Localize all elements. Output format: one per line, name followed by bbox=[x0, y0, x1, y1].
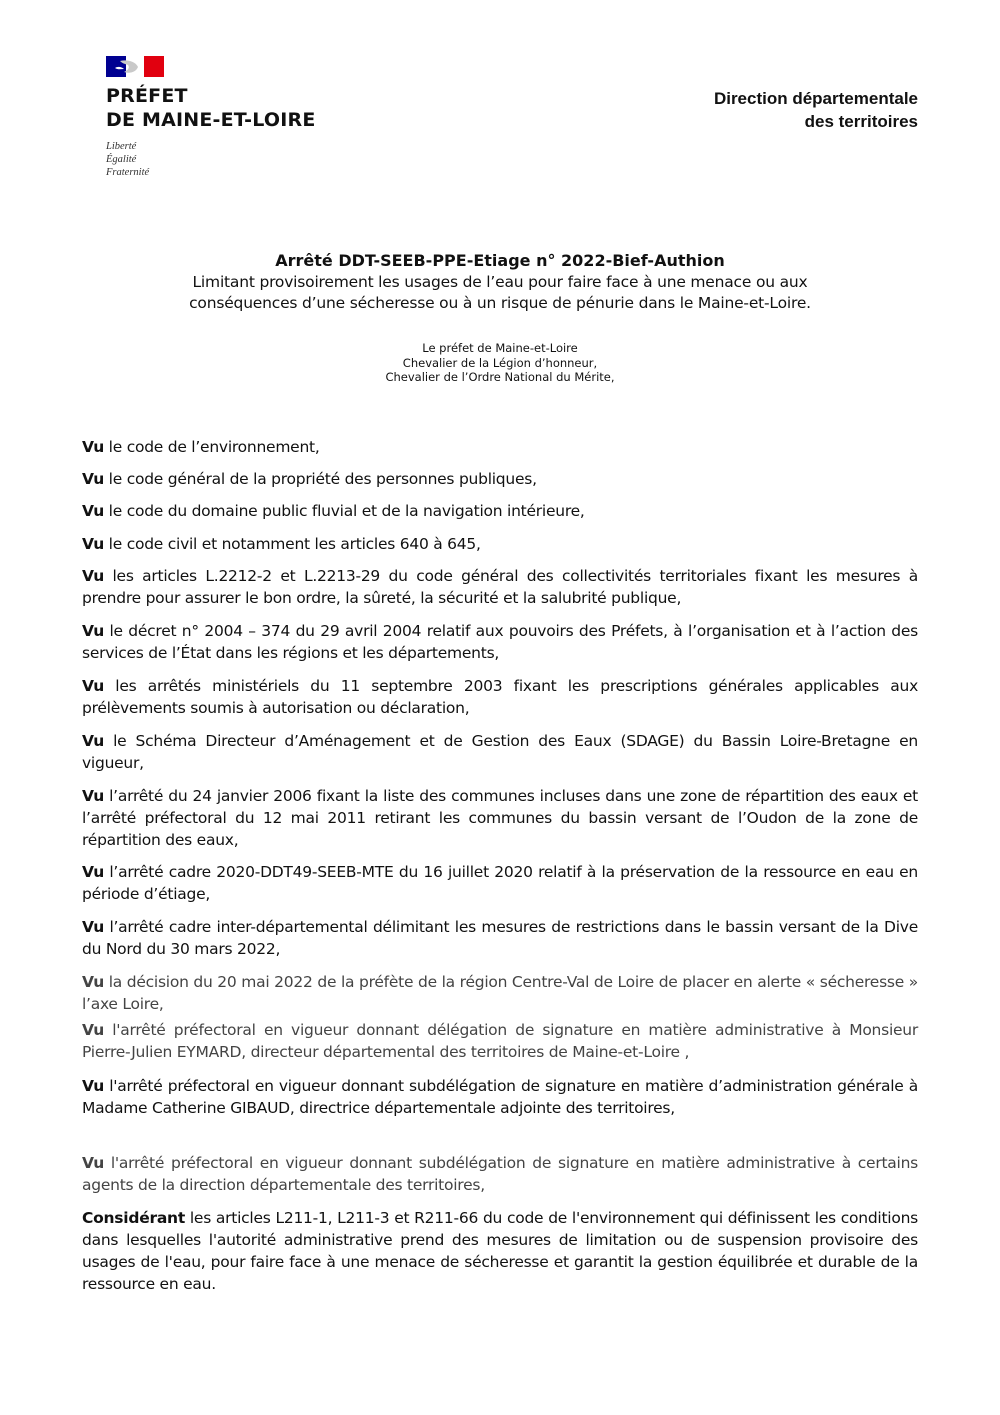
visa-text: l'arrêté préfectoral en vigueur donnant délégation de signature en matière administrative à Monsieur Pierre-Julien EYMARD, directeur départemental des territoires de Maine-et-Loire , bbox=[82, 1021, 918, 1061]
visa-keyword: Vu bbox=[82, 535, 104, 553]
authority-block bbox=[82, 341, 918, 385]
visa-keyword: Vu bbox=[82, 1154, 104, 1172]
visa-text: le code du domaine public fluvial et de la navigation intérieure, bbox=[108, 502, 585, 520]
visa-paragraph bbox=[82, 916, 918, 960]
visa-paragraph bbox=[82, 1075, 918, 1119]
visa-keyword: Vu bbox=[82, 438, 104, 456]
prefet-title bbox=[106, 84, 366, 132]
visa-paragraph bbox=[82, 1019, 918, 1063]
visa-text: le code général de la propriété des personnes publiques, bbox=[108, 470, 537, 488]
visa-keyword: Vu bbox=[82, 622, 104, 640]
considerant-paragraph bbox=[82, 1207, 918, 1295]
visa-keyword: Vu bbox=[82, 502, 104, 520]
visa-text: le code de l’environnement, bbox=[108, 438, 320, 456]
prefet-line-1: PRÉFET bbox=[106, 85, 188, 107]
visa-paragraph bbox=[82, 861, 918, 905]
marianne-flag-icon bbox=[106, 56, 164, 77]
prefet-line-2: DE MAINE-ET-LOIRE bbox=[106, 109, 316, 131]
devise-egalite: Égalité bbox=[106, 154, 137, 165]
visa-keyword: Vu bbox=[82, 677, 104, 695]
visa-text: les arrêtés ministériels du 11 septembre 2003 fixant les prescriptions générales applicables aux prélèvements soumis à autorisation ou déclaration, bbox=[82, 677, 919, 717]
visa-keyword: Vu bbox=[82, 470, 104, 488]
visa-paragraph bbox=[82, 785, 918, 851]
visa-paragraph bbox=[82, 971, 918, 1015]
visa-paragraph bbox=[82, 565, 918, 609]
visa-paragraph bbox=[82, 1152, 918, 1196]
visa-paragraph bbox=[82, 533, 918, 555]
arrete-subtitle-line-1: Limitant provisoirement les usages de l’eau pour faire face à une menace ou aux bbox=[192, 273, 808, 291]
authority-line-1: Le préfet de Maine-et-Loire bbox=[422, 341, 578, 355]
visa-keyword: Vu bbox=[82, 1021, 104, 1039]
arrete-title: Arrêté DDT-SEEB-PPE-Etiage n° 2022-Bief-Authion bbox=[275, 251, 725, 270]
visa-text: le code civil et notamment les articles 640 à 645, bbox=[108, 535, 481, 553]
visa-keyword: Vu bbox=[82, 567, 104, 585]
arrete-title-block bbox=[82, 250, 918, 314]
prefecture-logo-block bbox=[106, 56, 366, 179]
visa-text: la décision du 20 mai 2022 de la préfète de la région Centre-Val de Loire de placer en alerte « sécheresse » l’axe Loire, bbox=[82, 973, 918, 1013]
authority-line-3: Chevalier de l’Ordre National du Mérite, bbox=[385, 370, 615, 384]
authority-line-2: Chevalier de la Légion d’honneur, bbox=[402, 355, 598, 370]
visa-text: le décret n° 2004 – 374 du 29 avril 2004 relatif aux pouvoirs des Préfets, à l’organisation et à l’action des services de l’État dans les régions et les départements, bbox=[82, 622, 918, 662]
visa-paragraph bbox=[82, 436, 918, 458]
devise-fraternite: Fraternité bbox=[106, 167, 150, 178]
visa-text: l’arrêté cadre 2020-DDT49-SEEB-MTE du 16 juillet 2020 relatif à la préservation de la ressource en eau en période d’étiage, bbox=[82, 863, 918, 903]
visa-text: l’arrêté cadre inter-départemental délimitant les mesures de restrictions dans le bassin versant de la Dive du Nord du 30 mars 2022, bbox=[82, 918, 918, 958]
visa-keyword: Vu bbox=[82, 1077, 104, 1095]
visa-text: l'arrêté préfectoral en vigueur donnant subdélégation de signature en matière d’administration générale à Madame Catherine GIBAUD, directrice départementale adjointe des territoires, bbox=[82, 1077, 918, 1117]
visa-text: le Schéma Directeur d’Aménagement et de Gestion des Eaux (SDAGE) du Bassin Loire-Bretagne en vigueur, bbox=[82, 732, 918, 772]
visa-keyword: Vu bbox=[82, 918, 104, 936]
arrete-subtitle-line-2: conséquences d’une sécheresse ou à un risque de pénurie dans le Maine-et-Loire. bbox=[189, 294, 811, 312]
service-line-1: Direction départementale bbox=[713, 89, 918, 108]
visa-keyword: Vu bbox=[82, 863, 104, 881]
visa-paragraph bbox=[82, 730, 918, 774]
visa-paragraph bbox=[82, 468, 918, 490]
visa-keyword: Vu bbox=[82, 732, 104, 750]
devise bbox=[106, 140, 366, 179]
visa-text: les articles L.2212-2 et L.2213-29 du code général des collectivités territoriales fixant les mesures à prendre pour assurer le bon ordre, la sûreté, la sécurité et la salubrité publique, bbox=[82, 567, 918, 607]
service-line-2: des territoires bbox=[804, 112, 918, 131]
visa-keyword: Vu bbox=[82, 787, 104, 805]
visa-keyword: Vu bbox=[82, 973, 104, 991]
visa-paragraph bbox=[82, 620, 918, 664]
service-name bbox=[714, 87, 918, 133]
visa-paragraph bbox=[82, 675, 918, 719]
devise-liberte: Liberté bbox=[106, 141, 137, 152]
visa-text: l’arrêté du 24 janvier 2006 fixant la liste des communes incluses dans une zone de répartition des eaux et l’arrêté préfectoral du 12 mai 2011 retirant les communes du bassin versant de l’Oudon de la zone de répartition des eaux, bbox=[82, 787, 919, 849]
visa-text: l'arrêté préfectoral en vigueur donnant subdélégation de signature en matière administrative à certains agents de la direction départementale des territoires, bbox=[82, 1154, 918, 1194]
visa-paragraph bbox=[82, 500, 918, 522]
considerant-keyword: Considérant bbox=[82, 1209, 186, 1227]
considerant-text: les articles L211-1, L211-3 et R211-66 du code de l'environnement qui définissent les conditions dans lesquelles l'autorité administrative prend des mesures de limitation ou de suspension provisoire des usages de l'eau, pour faire face à une menace de sécheresse et garantit la gestion équilibrée et durable de la ressource en eau. bbox=[82, 1209, 918, 1293]
